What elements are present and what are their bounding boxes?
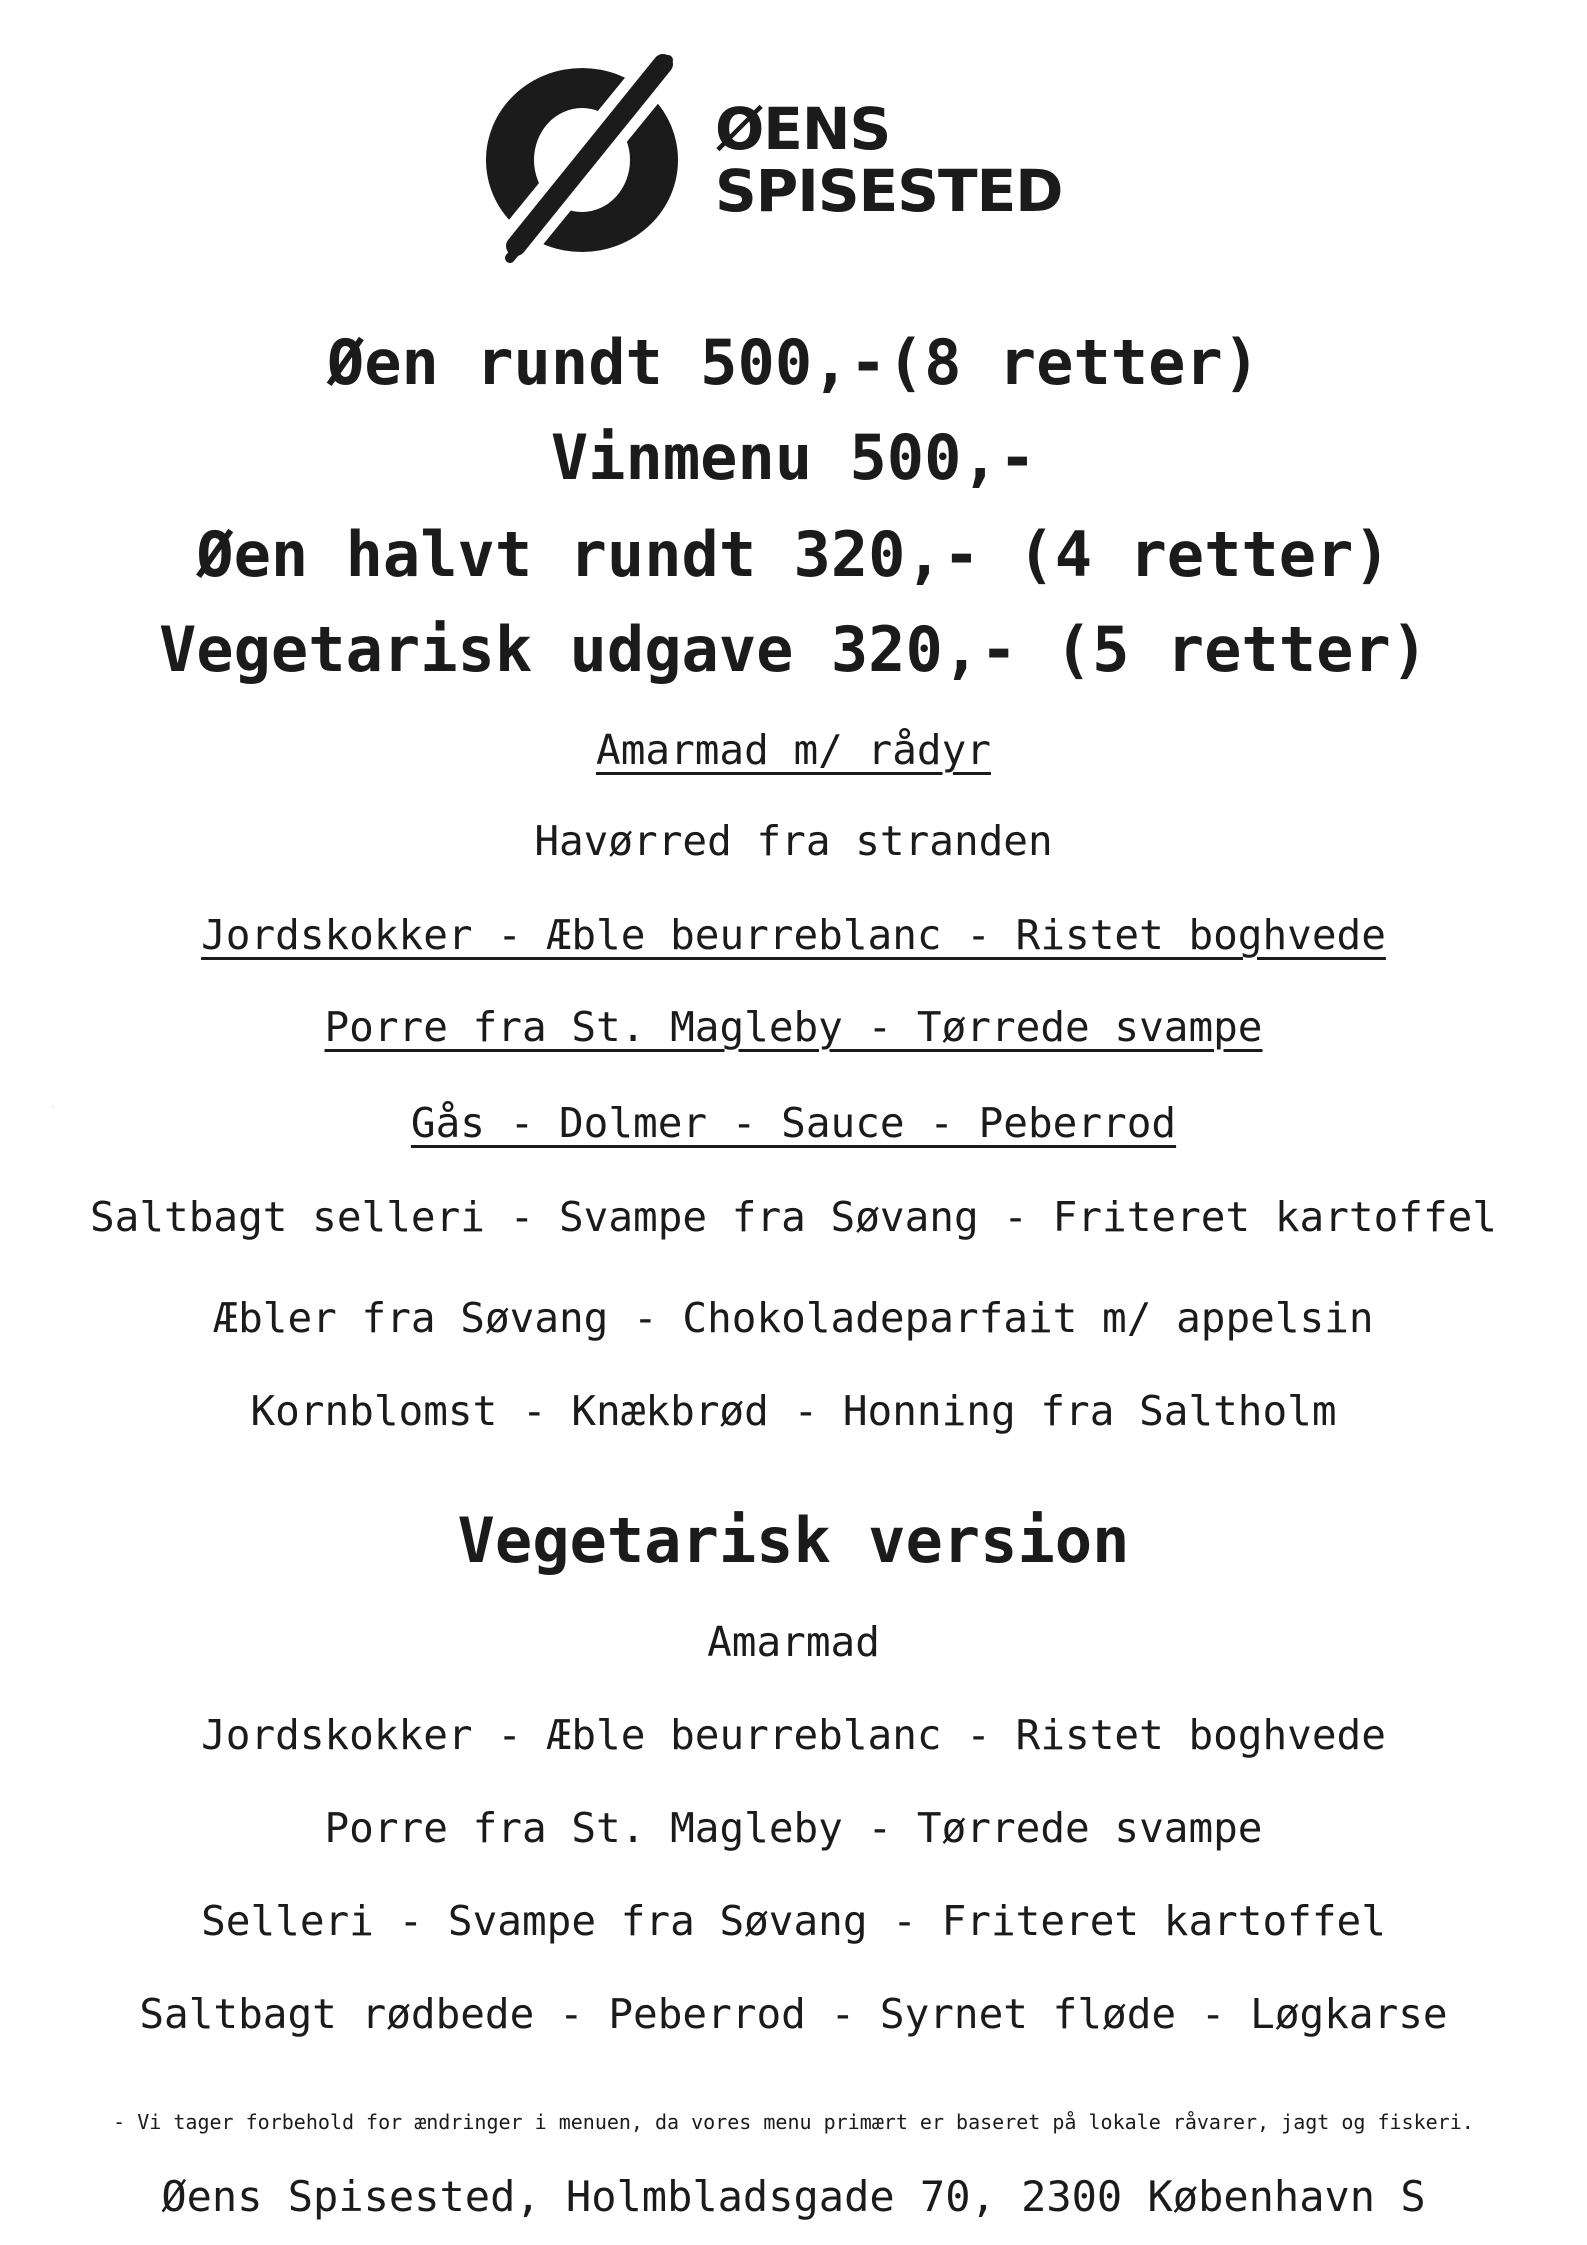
veg-course-4: Selleri - Svampe fra Søvang - Friteret kartoffel [201,1897,1386,1945]
disclaimer: - Vi tager forbehold for ændringer i menuen, da vores menu primært er baseret på lokale råvarer, jagt og fiskeri. [113,2110,1474,2134]
brand-name [715,95,1063,225]
oe-symbol-icon [470,50,710,270]
restaurant-logo [470,50,1130,270]
course-4: Porre fra St. Magleby - Tørrede svampe [324,1003,1263,1051]
course-2: Havørred fra stranden [534,817,1053,865]
brand-line-2: SPISESTED [715,157,1063,225]
menu-title-wine: Vinmenu 500,- [550,421,1037,494]
menu-title-full: Øen rundt 500,-(8 retter) [326,326,1261,399]
vegetarian-heading: Vegetarisk version [457,1504,1130,1577]
veg-course-5: Saltbagt rødbede - Peberrod - Syrnet fløde - Løgkarse [139,1990,1448,2038]
course-5: Gås - Dolmer - Sauce - Peberrod [410,1099,1177,1147]
brand-line-1: ØENS [715,95,891,163]
course-3: Jordskokker - Æble beurreblanc - Ristet boghvede [201,911,1386,959]
address: Øens Spisested, Holmbladsgade 70, 2300 København S [161,2172,1426,2221]
course-7: Æbler fra Søvang - Chokoladeparfait m/ appelsin [213,1294,1374,1342]
veg-course-3: Porre fra St. Magleby - Tørrede svampe [324,1804,1263,1852]
course-1: Amarmad m/ rådyr [596,726,991,774]
menu-title-half: Øen halvt rundt 320,- (4 retter) [196,518,1391,591]
veg-course-2: Jordskokker - Æble beurreblanc - Ristet boghvede [201,1711,1386,1759]
veg-course-1: Amarmad [707,1618,880,1666]
stray-mark: · [52,1104,54,1111]
menu-title-vegetarian: Vegetarisk udgave 320,- (5 retter) [158,613,1429,686]
course-8: Kornblomst - Knækbrød - Honning fra Saltholm [250,1387,1337,1435]
course-6: Saltbagt selleri - Svampe fra Søvang - Friteret kartoffel [90,1193,1497,1241]
